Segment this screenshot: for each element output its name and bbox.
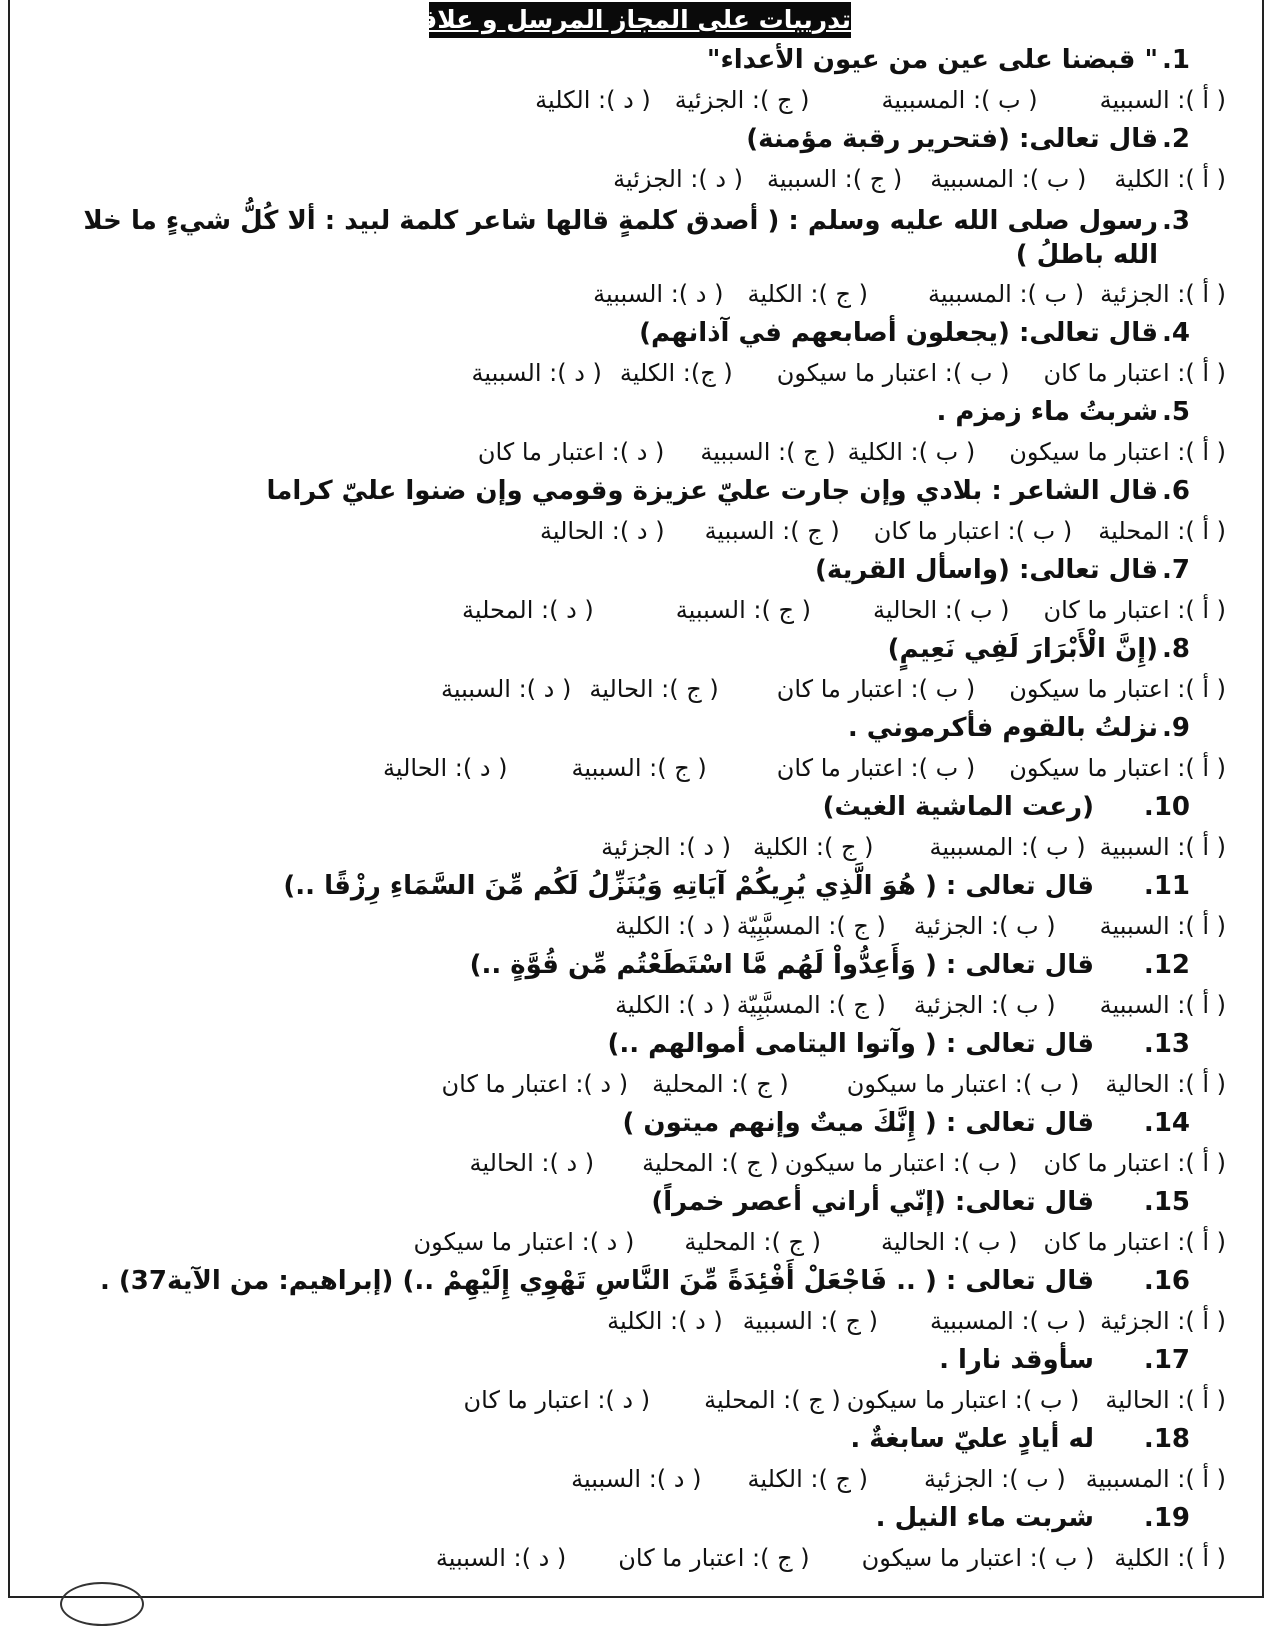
option-b[interactable]: ( ب ): الحالية — [872, 595, 1010, 624]
option-d[interactable]: ( د ): اعتبار ما كان — [463, 1385, 651, 1414]
options-row-18 — [80, 1459, 1226, 1498]
option-d[interactable]: ( د ): السببية — [440, 674, 572, 703]
question-number: 7. — [1162, 555, 1190, 585]
options-row-11 — [80, 906, 1226, 945]
options-row-2 — [80, 159, 1226, 198]
question-3 — [80, 198, 1190, 274]
option-a[interactable]: ( أ ): الحالية — [1105, 1385, 1226, 1414]
question-number: 15. — [1143, 1187, 1190, 1217]
questions-list — [80, 40, 1226, 1577]
question-stem: قال تعالى: (فتحرير رقبة مؤمنة) — [746, 124, 1159, 154]
question-number: 3. — [1162, 206, 1190, 236]
question-stem: قال تعالى: (واسأل القرية) — [815, 555, 1159, 585]
option-a[interactable]: ( أ ): المسببية — [1085, 1464, 1226, 1493]
question-stem: قال الشاعر : بلادي وإن جارت عليّ عزيزة وقومي وإن ضنوا عليّ كراما — [266, 476, 1159, 506]
option-d[interactable]: ( د ): اعتبار ما كان — [441, 1069, 629, 1098]
option-c[interactable]: ( ج): الكلية — [619, 358, 733, 387]
options-row-7 — [80, 590, 1226, 629]
question-10 — [80, 787, 1190, 827]
option-b[interactable]: ( ب ): اعتبار ما سيكون — [861, 1543, 1095, 1572]
option-a[interactable]: ( أ ): الحالية — [1105, 1069, 1226, 1098]
question-number: 13. — [1143, 1029, 1190, 1059]
question-number: 6. — [1162, 476, 1190, 506]
question-15 — [80, 1182, 1190, 1222]
question-stem: (رعت الماشية الغيث) — [822, 792, 1094, 822]
option-a[interactable]: ( أ ): اعتبار ما كان — [1043, 595, 1226, 624]
option-c[interactable]: ( ج ): المسبَّبِيّة — [736, 911, 886, 940]
option-b[interactable]: ( ب ): الجزئية — [913, 911, 1056, 940]
stamp-seal — [60, 1582, 144, 1626]
question-stem: " قبضنا على عين من عيون الأعداء" — [706, 45, 1159, 75]
question-stem: شربت ماء النيل . — [875, 1503, 1094, 1533]
question-stem: شربتُ ماء زمزم . — [936, 397, 1159, 427]
question-1 — [80, 40, 1190, 80]
question-number: 2. — [1162, 124, 1190, 154]
option-a[interactable]: ( أ ): اعتبار ما كان — [1043, 1148, 1226, 1177]
option-d[interactable]: ( د ): الكلية — [615, 911, 731, 940]
option-a[interactable]: ( أ ): السببية — [1099, 911, 1226, 940]
question-stem: نزلتُ بالقوم فأكرموني . — [847, 713, 1159, 743]
question-number: 8. — [1162, 634, 1190, 664]
option-c[interactable]: ( ج ): السببية — [675, 595, 811, 624]
option-c[interactable]: ( ج ): المحلية — [652, 1069, 789, 1098]
question-number: 4. — [1162, 318, 1190, 348]
option-a[interactable]: ( أ ): اعتبار ما سيكون — [1009, 437, 1226, 466]
option-b[interactable]: ( ب ): اعتبار ما سيكون — [776, 358, 1010, 387]
option-a[interactable]: ( أ ): الجزئية — [1100, 279, 1226, 308]
option-c[interactable]: ( ج ): الجزئية — [674, 85, 810, 114]
option-a[interactable]: ( أ ): السببية — [1099, 990, 1226, 1019]
option-c[interactable]: ( ج ): السببية — [767, 164, 903, 193]
question-5 — [80, 392, 1190, 432]
options-row-5 — [80, 432, 1226, 471]
option-c[interactable]: ( ج ): الكلية — [753, 832, 874, 861]
option-b[interactable]: ( ب ): اعتبار ما سيكون — [846, 1385, 1080, 1414]
option-c[interactable]: ( ج ): المسبَّبِيّة — [736, 990, 886, 1019]
question-number: 19. — [1143, 1503, 1190, 1533]
question-stem: (إِنَّ الْأَبْرَارَ لَفِي نَعِيمٍ) — [887, 634, 1159, 664]
question-14 — [80, 1103, 1190, 1143]
question-stem: قال تعالى : ( .. فَاجْعَلْ أَفْئِدَةً مِّنَ النَّاسِ تَهْوِي إِلَيْهِمْ ..) (إبراهيم: من الآية37) . — [99, 1266, 1094, 1296]
question-number: 14. — [1143, 1108, 1190, 1138]
options-row-13 — [80, 1064, 1226, 1103]
question-number: 11. — [1143, 871, 1190, 901]
option-d[interactable]: ( د ): الحالية — [469, 1148, 595, 1177]
options-row-15 — [80, 1222, 1226, 1261]
options-row-8 — [80, 669, 1226, 708]
option-b[interactable]: ( ب ): المسببية — [929, 832, 1086, 861]
page-title: تدريبات على المجاز المرسل و علاقاته — [429, 2, 851, 38]
option-d[interactable]: ( د ): السببية — [471, 358, 602, 387]
option-d[interactable]: ( د ): الكلية — [607, 1306, 723, 1335]
option-d[interactable]: ( د ): السببية — [435, 1543, 567, 1572]
option-d[interactable]: ( د ): الحالية — [382, 753, 508, 782]
question-stem: رسول صلى الله عليه وسلم : ( أصدق كلمةٍ قالها شاعر كلمة لبيد : ألا كُلُّ شيءٍ ما خلا الله باطلُ ) — [83, 206, 1159, 270]
question-9 — [80, 708, 1190, 748]
question-number: 17. — [1143, 1345, 1190, 1375]
question-number: 9. — [1162, 713, 1190, 743]
options-row-16 — [80, 1301, 1226, 1340]
option-c[interactable]: ( ج ): الكلية — [747, 279, 868, 308]
option-d[interactable]: ( د ): المحلية — [461, 595, 594, 624]
question-number: 1. — [1162, 45, 1190, 75]
question-stem: قال تعالى : ( إِنَّكَ ميتٌ وإنهم ميتون ) — [622, 1108, 1094, 1138]
option-d[interactable]: ( د ): الجزئية — [613, 164, 743, 193]
option-d[interactable]: ( د ): السببية — [571, 1464, 702, 1493]
option-d[interactable]: ( د ): اعتبار ما سيكون — [413, 1227, 635, 1256]
option-b[interactable]: ( ب ): الحالية — [880, 1227, 1018, 1256]
option-c[interactable]: ( ج ): الحالية — [589, 674, 719, 703]
option-b[interactable]: ( ب ): المسببية — [881, 85, 1038, 114]
options-row-9 — [80, 748, 1226, 787]
question-stem: قال تعالى : ( وآتوا اليتامى أموالهم ..) — [607, 1029, 1094, 1059]
option-a[interactable]: ( أ ): الكلية — [1114, 164, 1226, 193]
question-number: 12. — [1143, 950, 1190, 980]
question-2 — [80, 119, 1190, 159]
question-4 — [80, 313, 1190, 353]
options-row-6 — [80, 511, 1226, 550]
option-a[interactable]: ( أ ): اعتبار ما كان — [1043, 1227, 1226, 1256]
option-c[interactable]: ( ج ): المحلية — [642, 1148, 779, 1177]
option-b[interactable]: ( ب ): المسببية — [927, 279, 1085, 308]
options-row-4 — [80, 353, 1226, 392]
question-number: 5. — [1162, 397, 1190, 427]
question-number: 10. — [1143, 792, 1190, 822]
option-b[interactable]: ( ب ): اعتبار ما سيكون — [846, 1069, 1080, 1098]
option-d[interactable]: ( د ): الكلية — [615, 990, 731, 1019]
options-row-1 — [80, 80, 1226, 119]
question-19 — [80, 1498, 1190, 1538]
option-c[interactable]: ( ج ): السببية — [704, 516, 840, 545]
question-16 — [80, 1261, 1190, 1301]
option-b[interactable]: ( ب ): الجزئية — [913, 990, 1056, 1019]
option-a[interactable]: ( أ ): اعتبار ما كان — [1043, 358, 1226, 387]
options-row-17 — [80, 1380, 1226, 1419]
question-stem: سأوقد نارا . — [939, 1345, 1094, 1375]
question-stem: قال تعالى : ( وَأَعِدُّواْ لَهُم مَّا اسْتَطَعْتُم مِّن قُوَّةٍ ..) — [469, 950, 1094, 980]
option-c[interactable]: ( ج ): المحلية — [684, 1227, 821, 1256]
option-a[interactable]: ( أ ): اعتبار ما سيكون — [1009, 753, 1226, 782]
options-row-19 — [80, 1538, 1226, 1577]
option-b[interactable]: ( ب ): اعتبار ما كان — [776, 753, 976, 782]
options-row-10 — [80, 827, 1226, 866]
option-c[interactable]: ( ج ): السببية — [571, 753, 707, 782]
option-b[interactable]: ( ب ): الكلية — [847, 437, 976, 466]
option-c[interactable]: ( ج ): المحلية — [704, 1385, 841, 1414]
options-row-3 — [80, 274, 1226, 313]
options-row-14 — [80, 1143, 1226, 1182]
option-d[interactable]: ( د ): السببية — [593, 279, 724, 308]
options-row-12 — [80, 985, 1226, 1024]
question-12 — [80, 945, 1190, 985]
option-d[interactable]: ( د ): اعتبار ما كان — [477, 437, 665, 466]
option-d[interactable]: ( د ): الكلية — [535, 85, 651, 114]
option-a[interactable]: ( أ ): الجزئية — [1100, 1306, 1226, 1335]
option-b[interactable]: ( ب ): اعتبار ما كان — [776, 674, 976, 703]
question-stem: قال تعالى: (يجعلون أصابعهم في آذانهم) — [639, 318, 1159, 348]
option-a[interactable]: ( أ ): السببية — [1099, 832, 1226, 861]
option-a[interactable]: ( أ ): السببية — [1099, 85, 1226, 114]
option-b[interactable]: ( ب ): اعتبار ما سيكون — [784, 1148, 1018, 1177]
option-a[interactable]: ( أ ): اعتبار ما سيكون — [1009, 674, 1226, 703]
option-c[interactable]: ( ج ): السببية — [742, 1306, 878, 1335]
question-number: 18. — [1143, 1424, 1190, 1454]
option-b[interactable]: ( ب ): الجزئية — [923, 1464, 1066, 1493]
question-6 — [80, 471, 1190, 511]
option-b[interactable]: ( ب ): المسببية — [930, 164, 1087, 193]
question-number: 16. — [1143, 1266, 1190, 1296]
question-stem: قال تعالى : ( هُوَ الَّذِي يُرِيكُمْ آيَاتِهِ وَيُنَزِّلُ لَكُم مِّنَ السَّمَاءِ رِزْقًا ..) — [283, 871, 1094, 901]
question-18 — [80, 1419, 1190, 1459]
option-a[interactable]: ( أ ): المحلية — [1098, 516, 1226, 545]
question-stem: له أيادٍ عليّ سابغةٌ . — [850, 1424, 1094, 1454]
option-d[interactable]: ( د ): الجزئية — [601, 832, 731, 861]
question-8 — [80, 629, 1190, 669]
option-c[interactable]: ( ج ): اعتبار ما كان — [618, 1543, 810, 1572]
option-b[interactable]: ( ب ): المسببية — [929, 1306, 1087, 1335]
question-11 — [80, 866, 1190, 906]
question-13 — [80, 1024, 1190, 1064]
option-a[interactable]: ( أ ): الكلية — [1114, 1543, 1226, 1572]
question-7 — [80, 550, 1190, 590]
question-stem: قال تعالى: (إنّي أراني أعصر خمراً) — [651, 1187, 1094, 1217]
option-c[interactable]: ( ج ): الكلية — [747, 1464, 868, 1493]
option-c[interactable]: ( ج ): السببية — [700, 437, 836, 466]
question-17 — [80, 1340, 1190, 1380]
option-b[interactable]: ( ب ): اعتبار ما كان — [873, 516, 1073, 545]
option-d[interactable]: ( د ): الحالية — [539, 516, 665, 545]
